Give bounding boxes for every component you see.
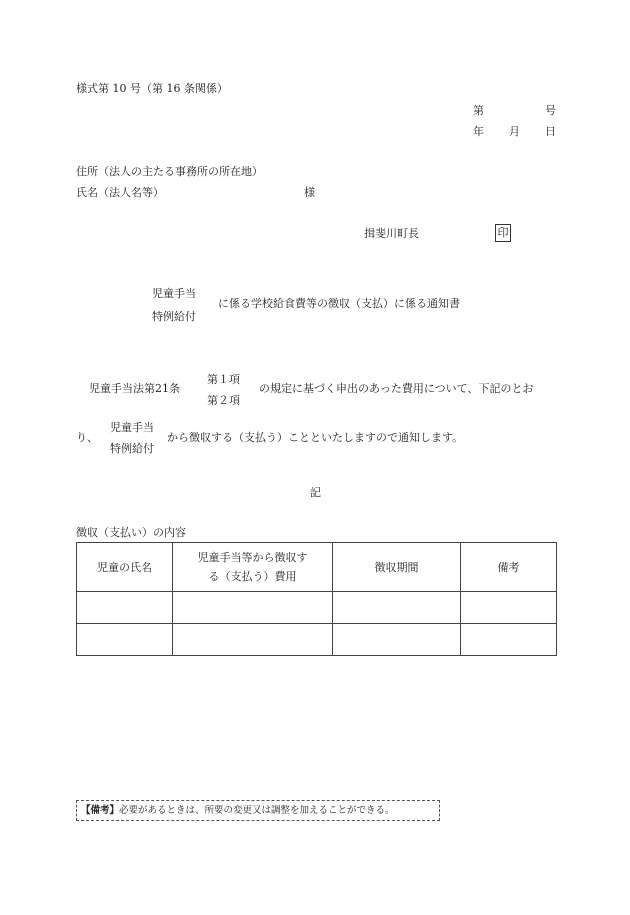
header-child-name: 児童の氏名 bbox=[77, 543, 173, 592]
recipient-honorific: 様 bbox=[304, 186, 315, 199]
body-line2-start: り、 bbox=[76, 431, 98, 444]
body-clauses bbox=[207, 373, 240, 407]
table-cell bbox=[333, 592, 461, 624]
body-options bbox=[110, 421, 154, 455]
table-cell bbox=[77, 624, 173, 656]
remark-text: 必要があるときは、所要の変更又は調整を加えることができる。 bbox=[119, 805, 395, 816]
date-year: 年 bbox=[473, 125, 484, 138]
table-header-row bbox=[77, 543, 557, 592]
table-cell bbox=[77, 592, 173, 624]
title-options bbox=[152, 287, 196, 323]
document-title: に係る学校給食費等の徴収（支払）に係る通知書 bbox=[218, 297, 460, 310]
remark-box bbox=[76, 800, 440, 821]
header-cost-text: 児童手当等から徴収する（支払う）費用 bbox=[197, 551, 308, 583]
table-cell bbox=[461, 624, 557, 656]
recipient-address-label: 住所（法人の主たる事務所の所在地） bbox=[76, 165, 263, 178]
table-row bbox=[77, 624, 557, 656]
header-period: 徴収期間 bbox=[333, 543, 461, 592]
table-row bbox=[77, 592, 557, 624]
form-number: 様式第 10 号（第 16 条関係） bbox=[76, 82, 228, 95]
body-option-jidou-teate: 児童手当 bbox=[110, 421, 154, 434]
doc-number-prefix: 第 bbox=[473, 104, 484, 117]
collection-table bbox=[76, 542, 557, 656]
section-title: 徴収（支払い）の内容 bbox=[76, 526, 186, 539]
table-cell bbox=[173, 592, 333, 624]
body-line1-rest: の規定に基づく申出のあった費用について、下記のとお bbox=[259, 382, 534, 395]
recipient-name-label: 氏名（法人名等） bbox=[76, 186, 164, 199]
table-cell bbox=[461, 592, 557, 624]
table-cell bbox=[173, 624, 333, 656]
issuer-name: 揖斐川町長 bbox=[364, 227, 419, 240]
remark-label: 【備考】 bbox=[81, 805, 120, 816]
ki-marker: 記 bbox=[310, 486, 321, 499]
header-cost bbox=[173, 543, 333, 592]
header-remarks: 備考 bbox=[461, 543, 557, 592]
seal-stamp: 印 bbox=[495, 224, 511, 242]
doc-number-suffix: 号 bbox=[545, 104, 556, 117]
date-day: 日 bbox=[545, 125, 556, 138]
table-cell bbox=[333, 624, 461, 656]
title-option-tokurei-kyuufu: 特例給付 bbox=[152, 309, 196, 323]
title-option-jidou-teate: 児童手当 bbox=[152, 287, 196, 300]
body-law: 児童手当法第21条 bbox=[89, 382, 180, 395]
body-option-tokurei-kyuufu: 特例給付 bbox=[110, 441, 154, 455]
body-clause-2: 第２項 bbox=[207, 393, 240, 407]
body-line2-rest: から徴収する（支払う）ことといたしますので通知します。 bbox=[167, 431, 464, 444]
body-clause-1: 第１項 bbox=[207, 373, 240, 386]
date-month: 月 bbox=[509, 125, 520, 138]
